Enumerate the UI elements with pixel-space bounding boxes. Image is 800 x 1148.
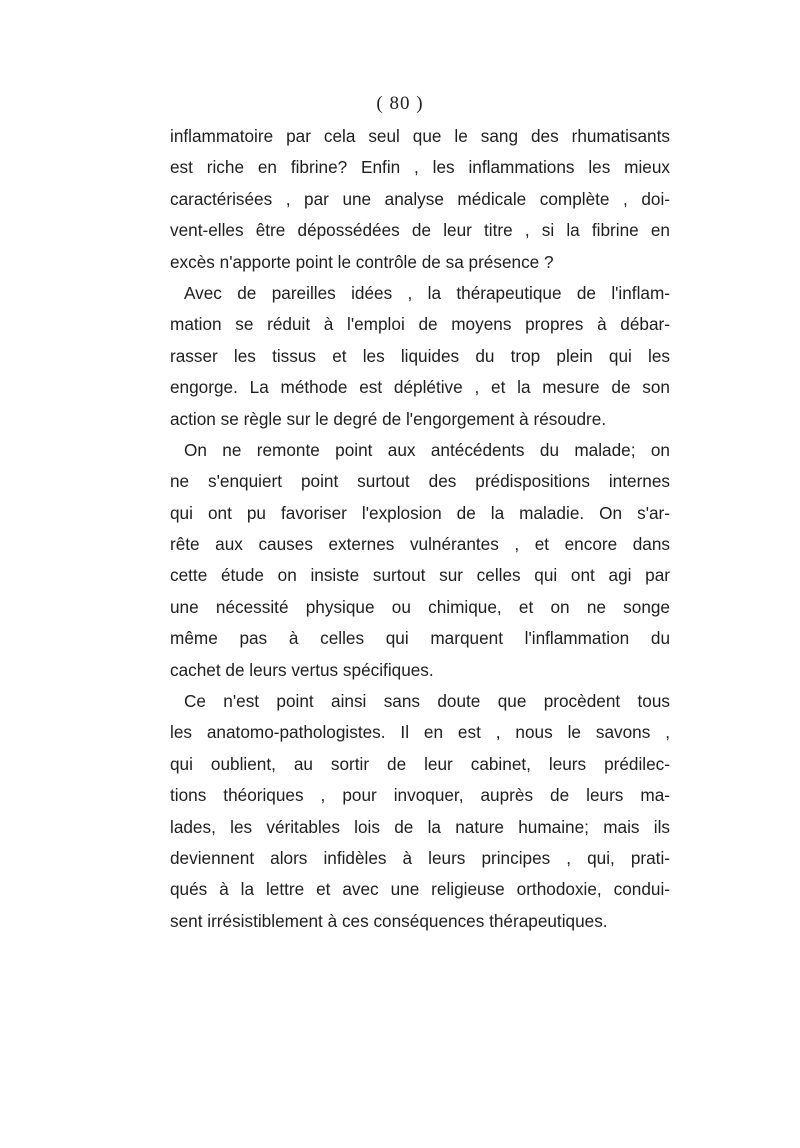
text-line: action se règle sur le degré de l'engorgement à résoudre. — [170, 408, 607, 429]
paragraph — [170, 435, 670, 686]
text-line: cette étude on insiste surtout sur celles qui ont agi par — [170, 565, 670, 586]
text-line: tions théoriques , pour invoquer, auprès de leurs ma- — [170, 785, 670, 806]
text-line: Avec de pareilles idées , la thérapeutique de l'inflam- — [184, 282, 670, 303]
text-line: caractérisées , par une analyse médicale complète , doi- — [170, 188, 670, 209]
text-line: inflammatoire par cela seul que le sang des rhumatisants — [170, 126, 670, 146]
text-line: lades, les véritables lois de la nature humaine; mais ils — [170, 816, 670, 837]
text-line: qui ont pu favoriser l'explosion de la maladie. On s'ar- — [170, 502, 670, 523]
text-line: une nécessité physique ou chimique, et on ne songe — [170, 596, 670, 617]
text-line: ne s'enquiert point surtout des prédispositions internes — [170, 471, 670, 492]
text-line: qués à la lettre et avec une religieuse orthodoxie, condui- — [170, 879, 670, 900]
text-line: Ce n'est point ainsi sans doute que procèdent tous — [184, 691, 670, 712]
text-line: mation se réduit à l'emploi de moyens propres à débar- — [170, 314, 670, 335]
paragraph — [170, 686, 670, 937]
page-number: ( 80 ) — [376, 93, 424, 114]
text-line: qui oublient, au sortir de leur cabinet, leurs prédilec- — [170, 753, 670, 774]
text-line: rasser les tissus et les liquides du trop plein qui les — [170, 345, 670, 366]
text-line: cachet de leurs vertus spécifiques. — [170, 659, 434, 680]
text-line: même pas à celles qui marquent l'inflammation du — [170, 628, 670, 649]
text-line: vent-elles être dépossédées de leur titre , si la fibrine en — [170, 220, 670, 241]
paragraph — [170, 121, 670, 278]
text-line: les anatomo-pathologistes. Il en est , nous le savons , — [170, 722, 670, 743]
text-line: rête aux causes externes vulnérantes , et encore dans — [170, 534, 670, 555]
text-line: On ne remonte point aux antécédents du malade; on — [184, 439, 670, 460]
text-line: deviennent alors infidèles à leurs principes , qui, prati- — [170, 847, 670, 868]
paragraph — [170, 278, 670, 435]
text-line: sent irrésistiblement à ces conséquences thérapeutiques. — [170, 910, 608, 931]
text-line: est riche en fibrine? Enfin , les inflammations les mieux — [170, 157, 670, 178]
text-line: excès n'apporte point le contrôle de sa présence ? — [170, 251, 554, 272]
body-text — [170, 121, 670, 937]
text-line: engorge. La méthode est déplétive , et la mesure de son — [170, 377, 670, 398]
